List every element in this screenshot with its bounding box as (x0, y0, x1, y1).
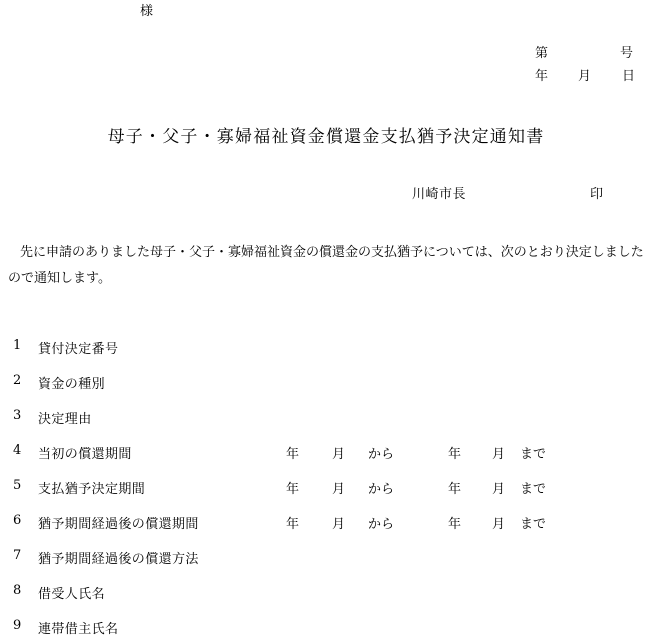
item-number: 4 (13, 443, 22, 458)
item-label: 資金の種別 (38, 377, 106, 392)
period-start-month-label: 月 (332, 517, 346, 532)
item-number: 8 (13, 583, 22, 598)
list-item (0, 513, 652, 548)
period-from-label: から (368, 447, 395, 462)
item-number: 2 (13, 373, 22, 388)
item-label: 猶予期間経過後の償還方法 (38, 552, 199, 567)
period-start-year-label: 年 (286, 447, 300, 462)
item-number: 7 (13, 548, 22, 563)
body-paragraph: 先に申請のありました母子・父子・寡婦福祉資金の償還金の支払猶予については、次のとおり決定しましたので通知します。 (8, 245, 644, 286)
period-start-year-label: 年 (286, 482, 300, 497)
item-label: 決定理由 (38, 412, 92, 427)
seal-mark: 印 (590, 187, 604, 202)
item-number: 5 (13, 478, 22, 493)
period-end-year-label: 年 (448, 517, 462, 532)
list-item (0, 548, 652, 583)
period-end-year-label: 年 (448, 482, 462, 497)
item-list (0, 338, 652, 637)
item-label: 猶予期間経過後の償還期間 (38, 517, 199, 532)
list-item (0, 443, 652, 478)
recipient-suffix: 様 (140, 4, 154, 19)
issuer-name: 川崎市長 (412, 187, 467, 202)
document-number-prefix: 第 (535, 46, 549, 61)
document-number-suffix: 号 (620, 46, 634, 61)
period-end-month-label: 月 (492, 447, 506, 462)
issuer-row (0, 183, 652, 205)
period-end-month-label: 月 (492, 517, 506, 532)
document-number-block (0, 42, 652, 88)
document-number-row (0, 42, 652, 65)
list-item (0, 478, 652, 513)
page-title: 母子・父子・寡婦福祉資金償還金支払猶予決定通知書 (107, 127, 545, 147)
item-number: 9 (13, 618, 22, 633)
item-label: 貸付決定番号 (38, 342, 119, 357)
recipient-line (0, 0, 652, 22)
period-start-year-label: 年 (286, 517, 300, 532)
list-item (0, 408, 652, 443)
list-item (0, 373, 652, 408)
period-to-label: まで (520, 482, 547, 497)
list-item (0, 338, 652, 373)
date-year-label: 年 (535, 69, 549, 84)
item-number: 6 (13, 513, 22, 528)
item-number: 3 (13, 408, 22, 423)
period-fields (280, 443, 640, 463)
date-day-label: 日 (622, 69, 636, 84)
period-end-month-label: 月 (492, 482, 506, 497)
item-label: 支払猶予決定期間 (38, 482, 146, 497)
period-end-year-label: 年 (448, 447, 462, 462)
period-fields (280, 478, 640, 498)
period-to-label: まで (520, 517, 547, 532)
item-label: 当初の償還期間 (38, 447, 132, 462)
period-start-month-label: 月 (332, 482, 346, 497)
list-item (0, 618, 652, 637)
period-to-label: まで (520, 447, 547, 462)
period-from-label: から (368, 482, 395, 497)
document-date-row (0, 65, 652, 88)
list-item (0, 583, 652, 618)
item-number: 1 (13, 338, 22, 353)
item-label: 連帯借主氏名 (38, 622, 119, 637)
period-fields (280, 513, 640, 533)
period-start-month-label: 月 (332, 447, 346, 462)
date-month-label: 月 (578, 69, 592, 84)
item-label: 借受人氏名 (38, 587, 106, 602)
period-from-label: から (368, 517, 395, 532)
